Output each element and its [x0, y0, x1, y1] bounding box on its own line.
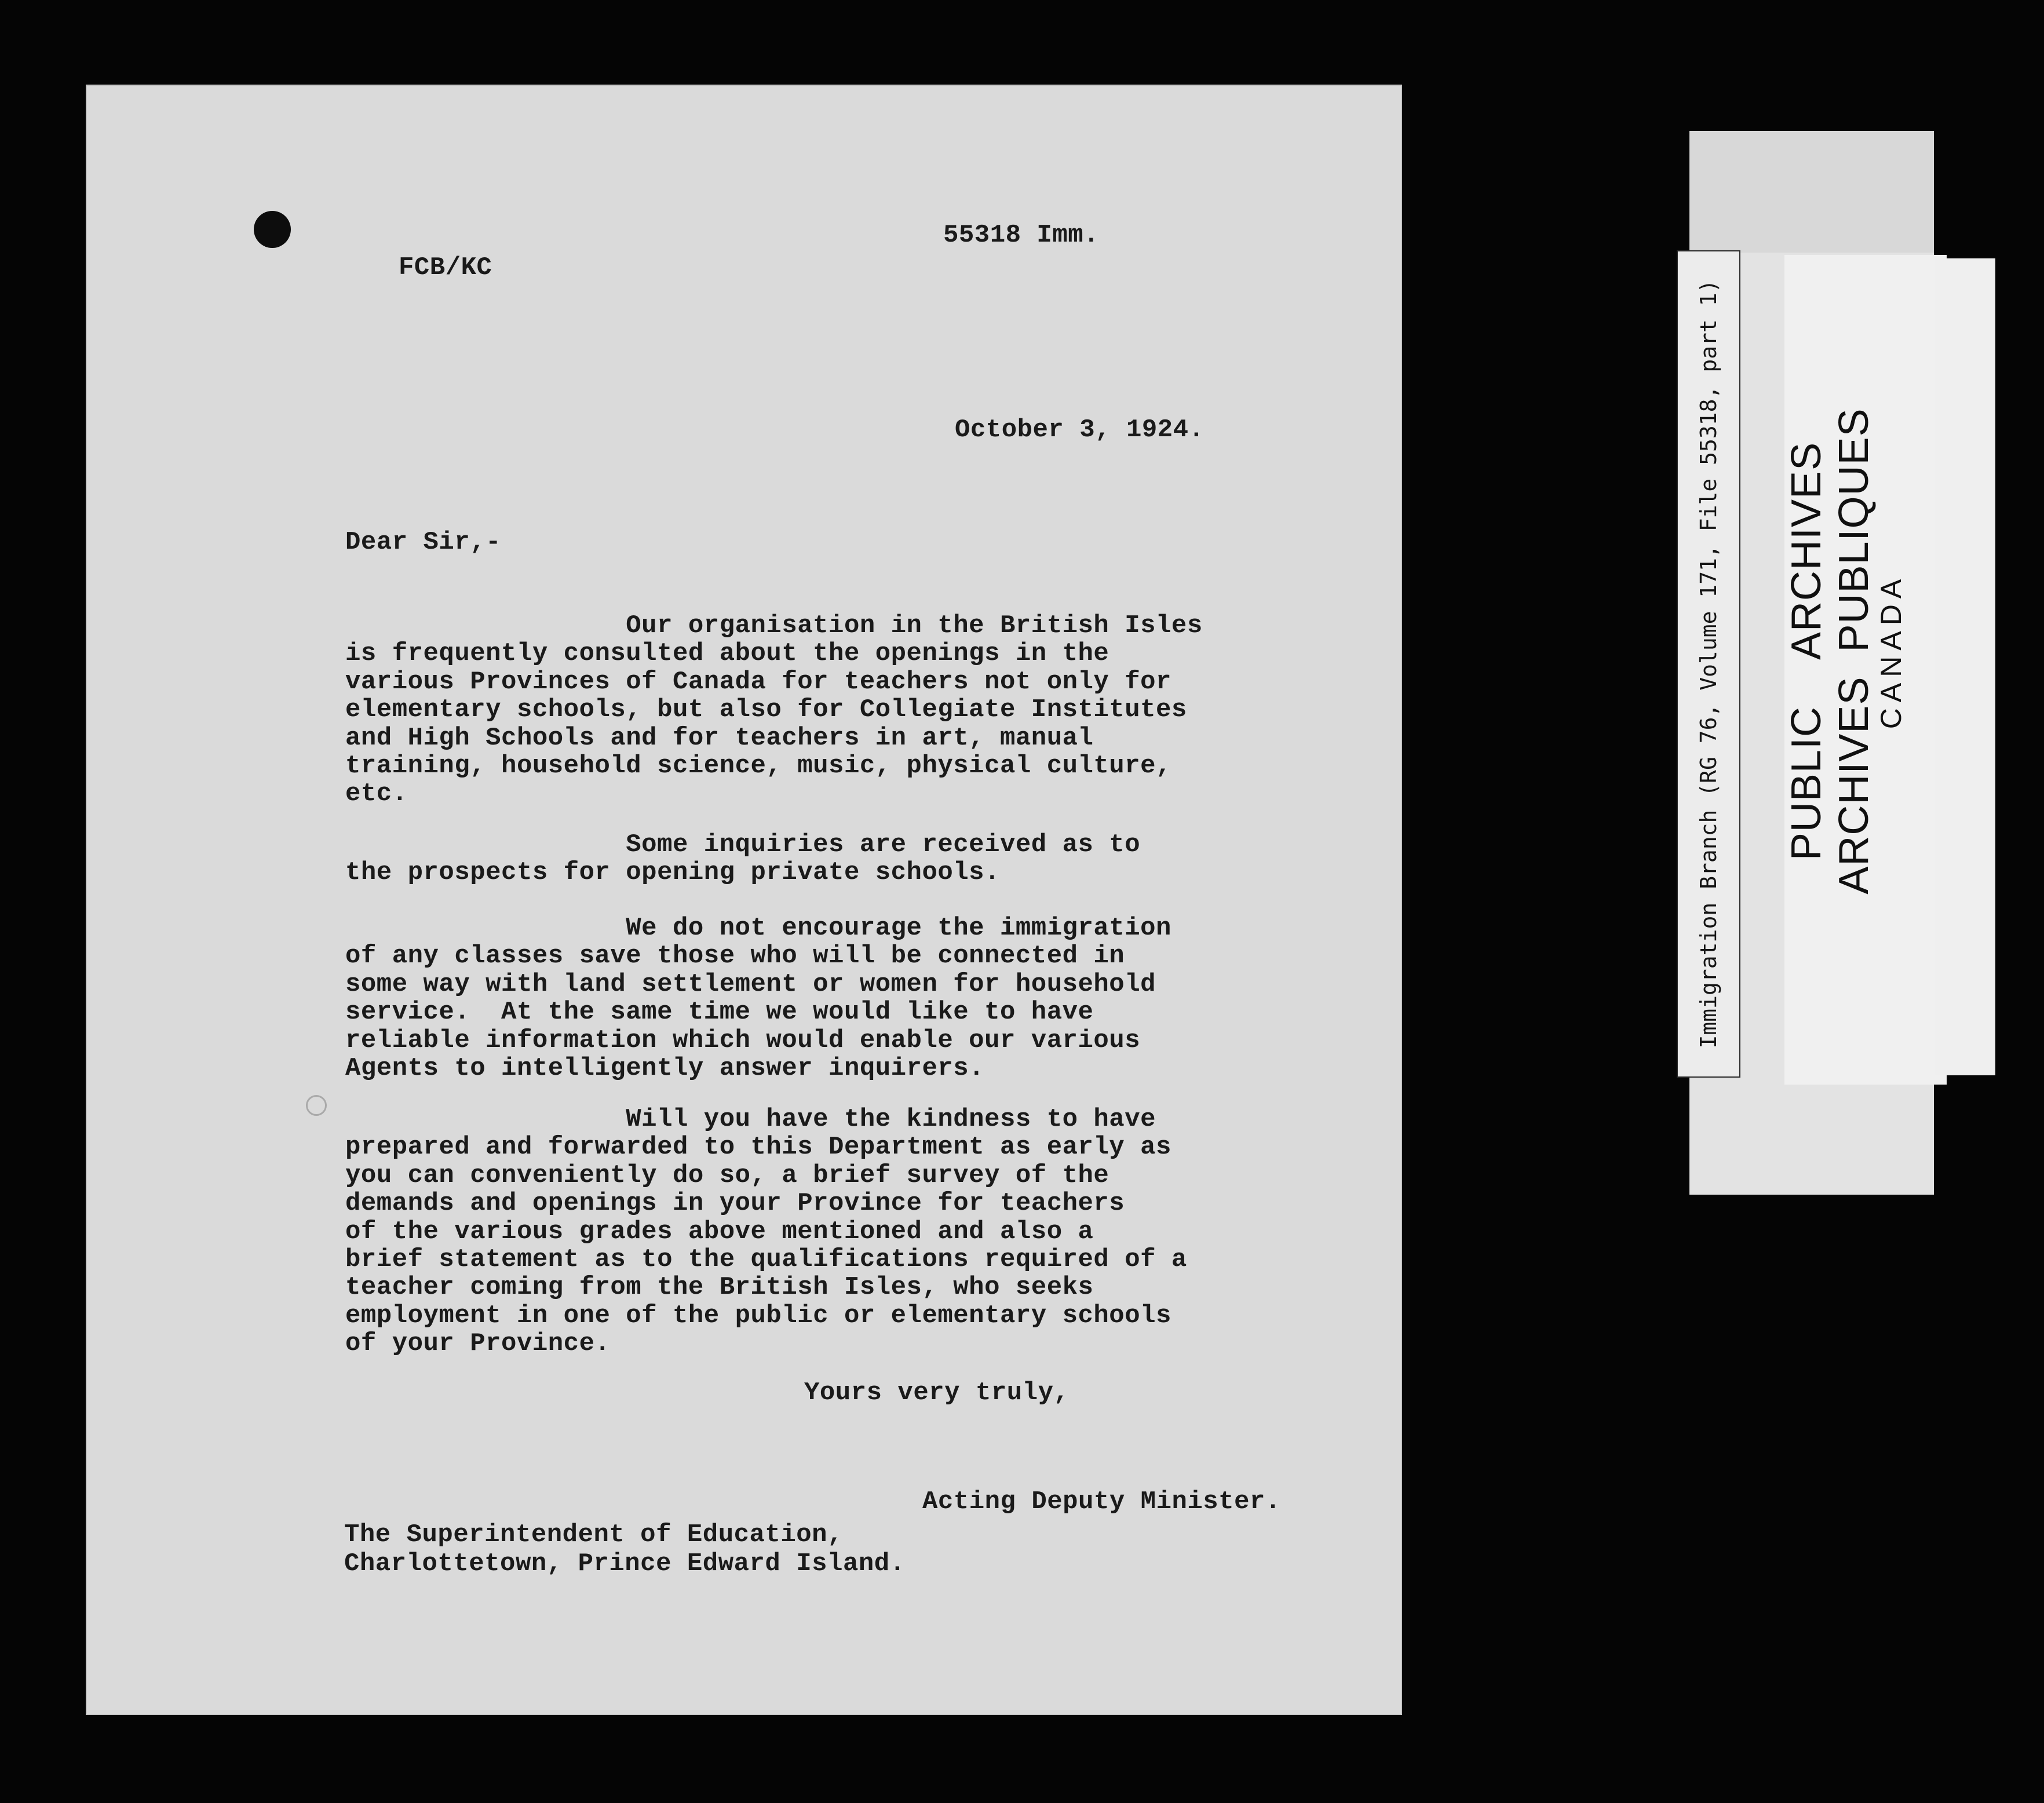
paragraph: We do not encourage the immigration of any classes save those who will be connected in some way with land settlement or women for household service. At the same time we would like to have reliable information which would enable our various Agents to intelligently answer inquirers. — [345, 914, 1171, 1083]
file-reference-text: Immigration Branch (RG 76, Volume 171, File 55318, part 1) — [1696, 279, 1721, 1049]
archive-name-line1: PUBLIC ARCHIVES — [1783, 441, 1830, 861]
file-number: 55318 Imm. — [943, 221, 1100, 250]
archive-name-line2: ARCHIVES PUBLIQUES — [1831, 408, 1877, 895]
file-reference-label — [1677, 250, 1740, 1078]
paragraph: Our organisation in the British Isles is frequently consulted about the openings in the various Provinces of Canada for teachers not only for elementary schools, but also for Collegiate Institutes and High Schools and for teachers in art, manual training, household science, music, physical culture, etc. — [345, 611, 1203, 809]
closing: Yours very truly, — [804, 1378, 1070, 1407]
letter-sheet — [86, 85, 1402, 1715]
reference-initials: FCB/KC — [399, 253, 492, 282]
signatory-title: Acting Deputy Minister. — [922, 1487, 1281, 1516]
paragraph: Will you have the kindness to have prepared and forwarded to this Department as early as you can conveniently do so, a brief survey of the demands and openings in your Province for teachers of the various grades above mentioned and also a brief statement as to the qualifications required of a teacher coming from the British Isles, who seeks employment in one of the public or elementary schools of your Province. — [345, 1105, 1187, 1359]
stamp-mark — [306, 1095, 327, 1116]
tag-strip — [1935, 258, 1995, 1075]
addressee: The Superintendent of Education, Charlottetown, Prince Edward Island. — [344, 1520, 906, 1578]
salutation: Dear Sir,- — [345, 528, 502, 557]
tag-top-flap — [1689, 131, 1934, 253]
punch-hole — [254, 211, 291, 248]
archive-country: CANADA — [1875, 573, 1907, 729]
letter-date: October 3, 1924. — [955, 415, 1204, 444]
paragraph: Some inquiries are received as to the prospects for opening private schools. — [345, 830, 1141, 888]
